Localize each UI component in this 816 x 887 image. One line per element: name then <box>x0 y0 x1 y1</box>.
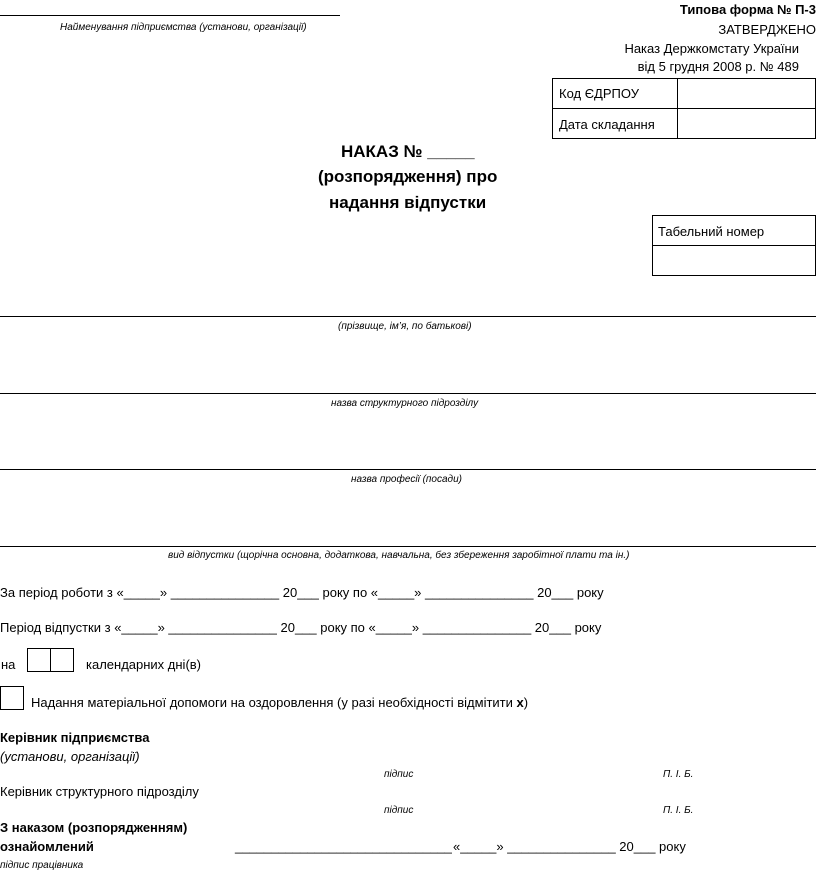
aid-close: ) <box>523 695 529 710</box>
edrpou-field[interactable] <box>678 79 815 108</box>
days-box-2[interactable] <box>50 648 74 672</box>
name-caption: (прізвище, ім’я, по батькові) <box>338 321 472 332</box>
head-sign-caption: підпис <box>384 769 414 780</box>
order-title-line2: (розпорядження) про <box>318 167 498 186</box>
dept-head-label: Керівник структурного підрозділу <box>0 784 199 799</box>
leave-type-line[interactable] <box>0 546 816 547</box>
days-suffix: календарних дні(в) <box>86 657 202 672</box>
days-prefix: на <box>1 657 16 672</box>
name-line[interactable] <box>0 316 816 317</box>
order-title-line3: надання відпустки <box>329 193 487 212</box>
head-sub-label: (установи, організації) <box>0 749 140 764</box>
head-label: Керівник підприємства <box>0 730 150 745</box>
aid-checkbox[interactable] <box>0 686 24 710</box>
order-title: НАКАЗ № _____ <box>341 142 475 161</box>
dept-head-sign-caption: підпис <box>384 805 414 816</box>
aid-mark: х <box>516 695 524 710</box>
edrpou-label: Код ЄДРПОУ <box>559 86 639 101</box>
department-line[interactable] <box>0 393 816 394</box>
head-pib-caption: П. І. Б. <box>663 769 694 780</box>
approval-order: Наказ Держкомстату України <box>624 41 799 56</box>
employee-sign-line[interactable]: ______________________________ <box>235 839 452 854</box>
aid-text: Надання матеріальної допомоги на оздоровлення (у разі необхідності відмітити <box>31 695 517 710</box>
approved-label: ЗАТВЕРДЖЕНО <box>718 22 816 37</box>
days-box-1[interactable] <box>27 648 51 672</box>
date-compiled-label: Дата складання <box>559 117 655 132</box>
employee-sign-caption: підпис працівника <box>0 860 84 871</box>
leave-type-caption: вид відпустки (щорічна основна, додаткова, навчальна, без збереження заробітної плати та ін.) <box>168 550 630 561</box>
position-caption: назва професії (посади) <box>351 474 462 485</box>
date-compiled-field[interactable] <box>678 109 815 138</box>
acquainted-date: «_____» _______________ 20___ року <box>453 839 686 854</box>
form-number: Типова форма № П-3 <box>679 2 816 17</box>
org-name-line[interactable] <box>0 15 340 16</box>
position-line[interactable] <box>0 469 816 470</box>
acquainted-label: З наказом (розпорядженням) <box>0 820 188 835</box>
org-name-caption: Найменування підприємства (установи, організації) <box>60 22 307 33</box>
tab-number-field[interactable] <box>653 246 815 275</box>
acquainted-label-2: ознайомлений <box>0 839 94 854</box>
dept-head-pib-caption: П. І. Б. <box>663 805 694 816</box>
aid-label <box>31 695 528 710</box>
work-period: За період роботи з «_____» _______________ 20___ року по «_____» _______________ 20___ року <box>0 585 604 600</box>
leave-period: Період відпустки з «_____» _______________ 20___ року по «_____» _______________ 20___ року <box>0 620 602 635</box>
department-caption: назва структурного підрозділу <box>331 398 479 409</box>
tab-number-label: Табельний номер <box>658 224 765 239</box>
approval-date: від 5 грудня 2008 р. № 489 <box>637 59 799 74</box>
